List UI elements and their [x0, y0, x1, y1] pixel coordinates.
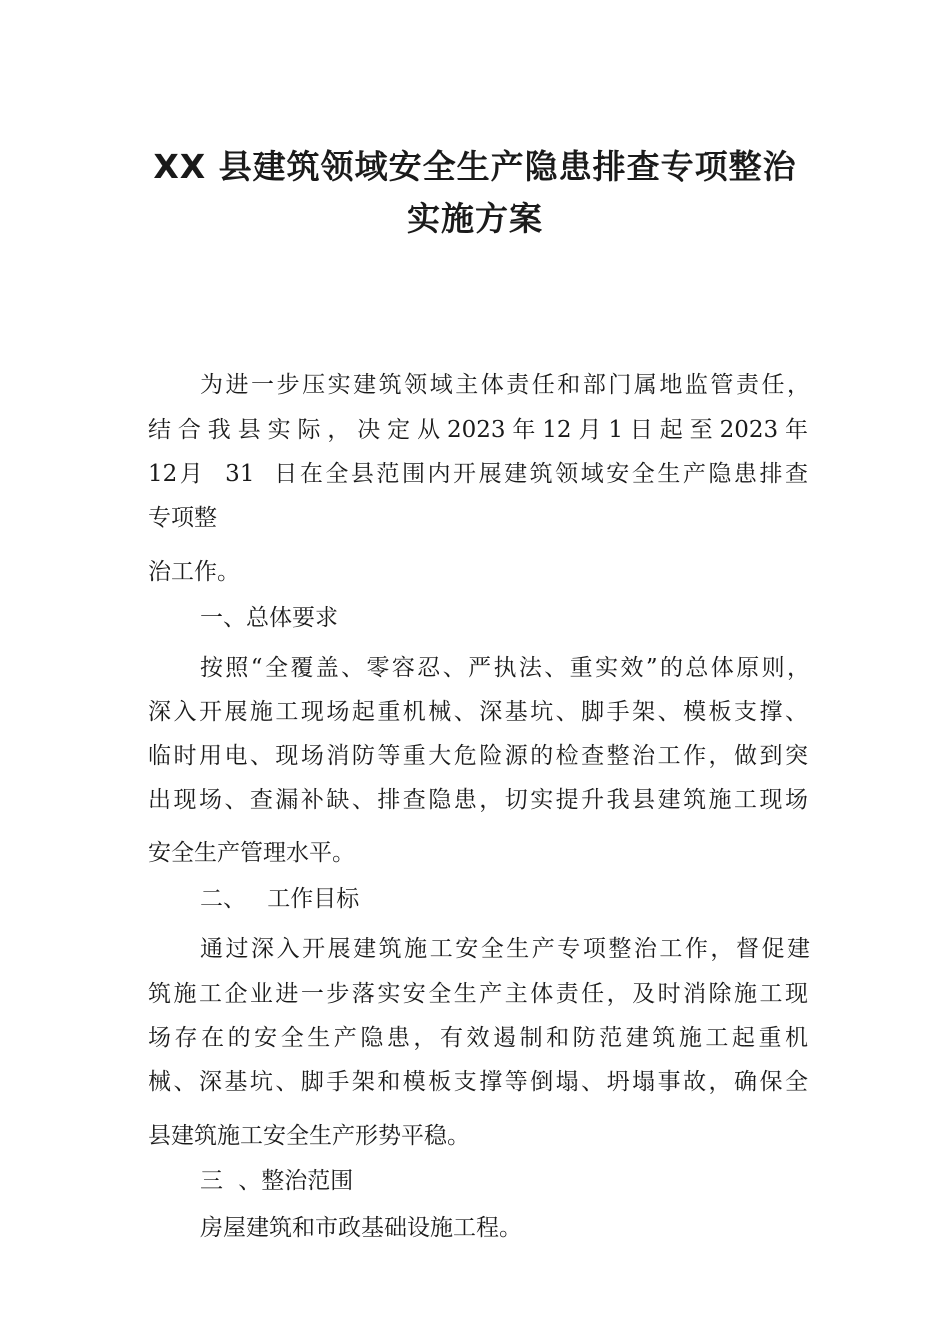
section1-line-4: 出现场、查漏补缺、排查隐患，切实提升我县建筑施工现场 [148, 787, 808, 813]
section-heading-2: 二、 工作目标 [200, 886, 360, 912]
document-title-line-1: XX 县建筑领域安全生产隐患排查专项整治 [153, 147, 797, 186]
intro-line-4: 专项整 [148, 505, 217, 531]
intro-line-1: 为进一步压实建筑领域主体责任和部门属地监管责任， [200, 372, 810, 398]
section1-line-2: 深入开展施工现场起重机械、深基坑、脚手架、模板支撑、 [148, 699, 808, 725]
section1-line-1: 按照“全覆盖、零容忍、严执法、重实效”的总体原则， [200, 655, 810, 681]
intro-line-3: 12月 31 日在全县范围内开展建筑领域安全生产隐患排查 [148, 461, 808, 487]
section2-line-1: 通过深入开展建筑施工安全生产专项整治工作，督促建 [200, 936, 810, 962]
section2-line-4: 械、深基坑、脚手架和模板支撑等倒塌、坍塌事故，确保全 [148, 1069, 808, 1095]
section1-line-5: 安全生产管理水平。 [148, 840, 355, 866]
section1-line-3: 临时用电、现场消防等重大危险源的检查整治工作，做到突 [148, 743, 808, 769]
intro-line-2: 结合我县实际，决定从2023年12月1日起至2023年 [148, 417, 808, 443]
document-title-line-2: 实施方案 [407, 199, 543, 238]
intro-line-5: 治工作。 [148, 559, 240, 585]
section2-line-3: 场存在的安全生产隐患，有效遏制和防范建筑施工起重机 [148, 1025, 808, 1051]
section2-line-2: 筑施工企业进一步落实安全生产主体责任，及时消除施工现 [148, 981, 808, 1007]
section-heading-1: 一、总体要求 [200, 605, 338, 631]
section2-line-5: 县建筑施工安全生产形势平稳。 [148, 1123, 470, 1149]
section3-line-1: 房屋建筑和市政基础设施工程。 [200, 1215, 522, 1241]
section-heading-3: 三 、整治范围 [200, 1168, 354, 1194]
